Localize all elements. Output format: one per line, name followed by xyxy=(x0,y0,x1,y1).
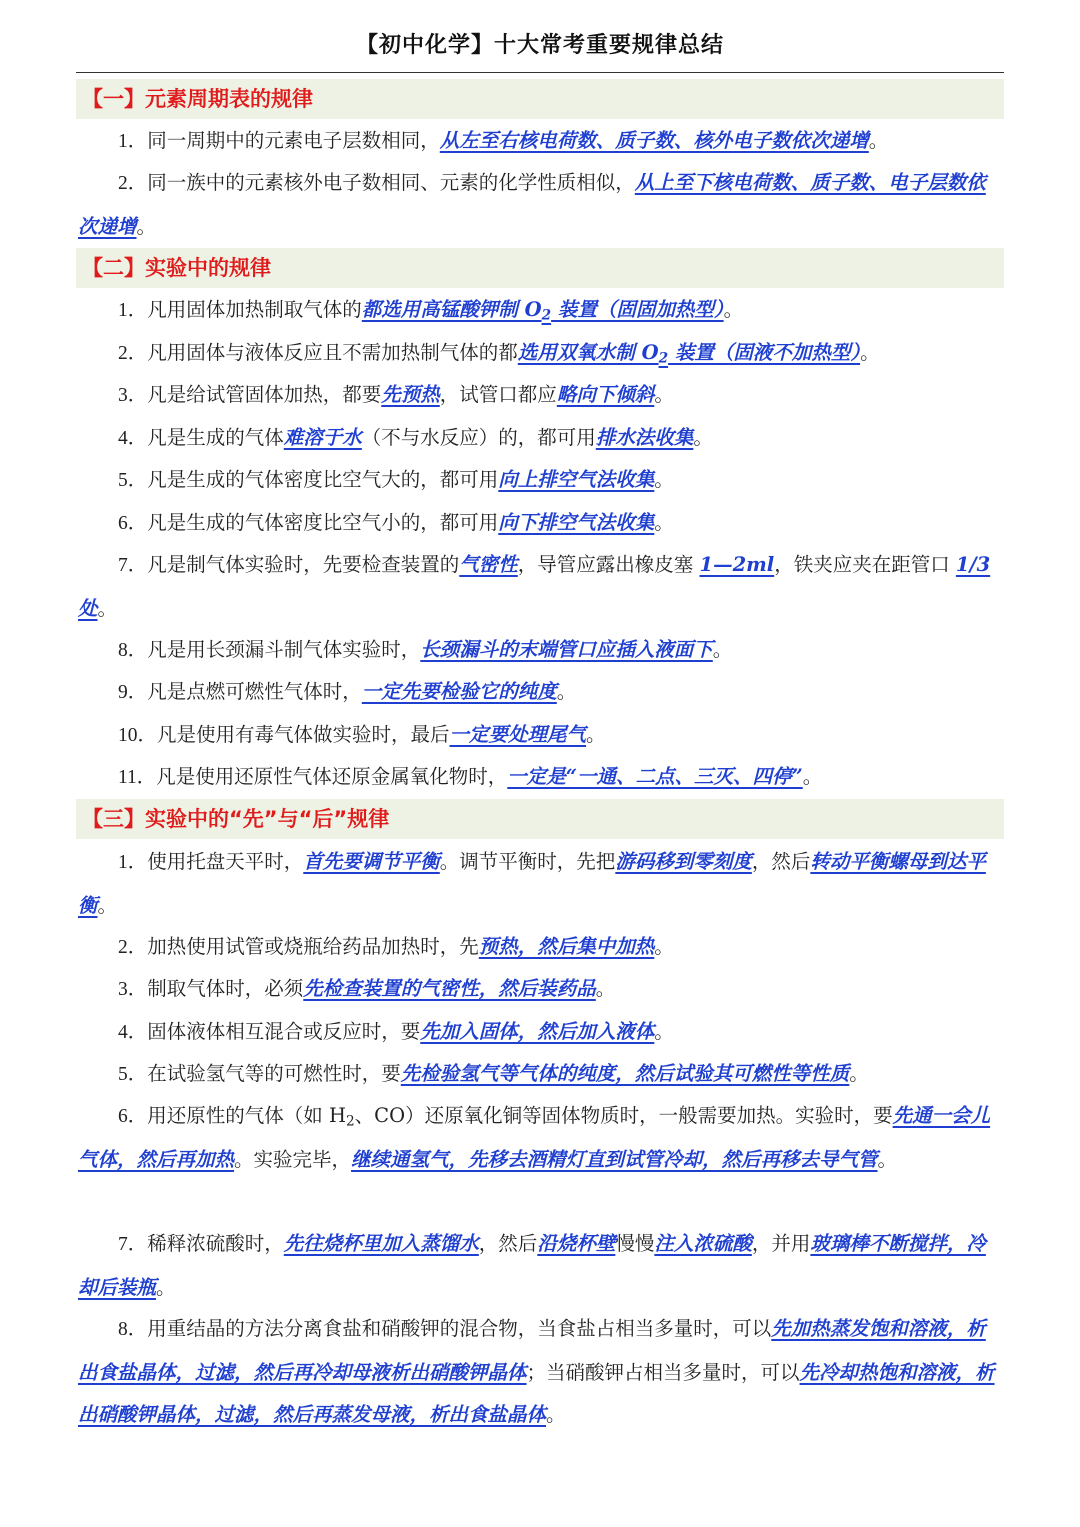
item-text: 2 xyxy=(345,1113,355,1130)
key-phrase: 选用双氧水制 O xyxy=(517,341,659,364)
key-phrase: 先加入固体，然后加入液体 xyxy=(420,1020,655,1043)
key-phrase: 装置（固固加热型） xyxy=(551,298,724,321)
item-text: ，试管口都应 xyxy=(439,383,557,406)
key-phrase: 先往烧杯里加入蒸馏水 xyxy=(283,1232,479,1255)
item-text: 凡是给试管固体加热，都要 xyxy=(147,383,382,406)
item-text: 用还原性的气体（如 H xyxy=(147,1104,346,1127)
list-item xyxy=(78,926,1004,970)
item-text: 凡是生成的气体密度比空气小的，都可用 xyxy=(147,511,499,534)
item-text: 。 xyxy=(849,1062,869,1085)
item-number: 8． xyxy=(118,1319,148,1340)
list-item xyxy=(78,1223,1004,1309)
section-header-text: 【三】实验中的“先”与“后”规律 xyxy=(82,807,390,831)
list-item xyxy=(78,629,1004,673)
item-text: 固体液体相互混合或反应时，要 xyxy=(147,1020,421,1043)
item-number: 11． xyxy=(118,767,157,788)
list-item xyxy=(78,841,1004,927)
item-text: 加热使用试管或烧瓶给药品加热时，先 xyxy=(147,935,479,958)
title-divider xyxy=(76,72,1004,73)
item-number: 5． xyxy=(118,470,148,491)
item-number: 8． xyxy=(118,640,148,661)
key-phrase: 长颈漏斗的末端管口应插入液面下 xyxy=(420,638,713,661)
key-phrase: 继续通氢气，先移去酒精灯直到试管冷却，然后再移去导气管 xyxy=(351,1147,878,1171)
key-phrase: 沿烧杯壁 xyxy=(537,1232,616,1255)
item-text: 。 xyxy=(712,638,733,661)
key-phrase: 先通一会儿气体，然后再加热 xyxy=(78,1104,991,1171)
item-text: ，然后 xyxy=(478,1232,538,1255)
key-phrase: 一定先要检验它的纯度 xyxy=(361,680,557,703)
key-phrase: 气密性 xyxy=(459,553,518,576)
item-number: 2． xyxy=(118,173,148,194)
list-item xyxy=(78,417,1004,461)
key-phrase: 1/3 处 xyxy=(78,553,991,620)
list-item xyxy=(78,671,1004,715)
key-phrase: 难溶于水 xyxy=(283,426,362,449)
item-number: 3． xyxy=(118,979,148,1000)
item-text: 。 xyxy=(860,341,880,364)
item-text: 。 xyxy=(654,383,674,406)
item-text: 同一周期中的元素电子层数相同， xyxy=(147,129,440,152)
list-item xyxy=(78,968,1004,1012)
key-phrase: 先预热 xyxy=(381,383,440,406)
list-item xyxy=(78,459,1004,503)
key-phrase: 排水法收集 xyxy=(595,426,694,449)
item-text: 。 xyxy=(156,1275,176,1299)
list-item xyxy=(78,162,1004,248)
list-item xyxy=(78,374,1004,418)
key-phrase: 注入浓硫酸 xyxy=(654,1232,752,1255)
key-phrase: 从左至右核电荷数、质子数、核外电子数依次递增 xyxy=(439,129,869,152)
key-phrase: 游码移到零刻度 xyxy=(615,850,752,873)
key-phrase: 装置（固液不加热型） xyxy=(668,341,861,364)
list-item xyxy=(78,1095,1004,1181)
item-text: 。实验完毕， xyxy=(234,1147,352,1171)
item-text: ，导管应露出橡皮塞 xyxy=(517,553,700,576)
item-text: 制取气体时，必须 xyxy=(147,977,304,1000)
item-text: 。调节平衡时，先把 xyxy=(439,850,616,873)
item-text: 凡是用长颈漏斗制气体实验时， xyxy=(147,638,421,661)
item-text: 凡是使用还原性气体还原金属氧化物时， xyxy=(156,765,508,788)
item-text: 凡是生成的气体密度比空气大的，都可用 xyxy=(147,468,499,491)
item-text: 同一族中的元素核外电子数相同、元素的化学性质相似， xyxy=(147,171,635,194)
list-item xyxy=(78,289,1004,333)
list-item xyxy=(78,1053,1004,1097)
item-text: 凡是制气体实验时，先要检查装置的 xyxy=(147,553,460,576)
item-text: ，铁夹应夹在距管口 xyxy=(774,553,956,576)
item-number: 3． xyxy=(118,385,148,406)
item-text: 凡是使用有毒气体做实验时，最后 xyxy=(157,723,450,746)
section-header-text: 【一】元素周期表的规律 xyxy=(82,87,313,111)
section-header-text: 【二】实验中的规律 xyxy=(82,256,271,280)
item-number: 5． xyxy=(118,1064,148,1085)
key-phrase: 首先要调节平衡 xyxy=(303,850,440,873)
item-text: 稀释浓硫酸时， xyxy=(147,1232,284,1255)
item-text: 。 xyxy=(97,893,118,917)
item-number: 2． xyxy=(118,343,148,364)
page-title: 【初中化学】十大常考重要规律总结 xyxy=(355,33,724,58)
item-text: 。 xyxy=(97,596,118,620)
item-text: 凡用固体与液体反应且不需加热制气体的都 xyxy=(147,341,518,364)
key-phrase: 向下排空气法收集 xyxy=(498,511,655,534)
key-phrase: 预热，然后集中加热 xyxy=(478,935,655,958)
item-number: 2． xyxy=(118,937,148,958)
section-header xyxy=(76,799,1004,839)
item-number: 6． xyxy=(118,1106,148,1127)
key-phrase: 先加热蒸发饱和溶液，析出食盐晶体，过滤，然后再冷却母液析出硝酸钾晶体 xyxy=(78,1317,986,1384)
item-text: 凡用固体加热制取气体的 xyxy=(147,298,362,321)
item-number: 9． xyxy=(118,682,148,703)
item-text: ；当硝酸钾占相当多量时，可以 xyxy=(526,1360,800,1384)
key-phrase: 先检验氢气等气体的纯度，然后试验其可燃性等性质 xyxy=(400,1062,850,1085)
list-item xyxy=(78,544,1004,630)
key-phrase: 2 xyxy=(658,350,669,367)
key-phrase: 先冷却热饱和溶液，析出硝酸钾晶体，过滤，然后再蒸发母液，析出食盐晶体 xyxy=(78,1360,995,1426)
item-number: 7． xyxy=(118,1234,148,1255)
key-phrase: 先检查装置的气密性，然后装药品 xyxy=(303,977,596,1000)
key-phrase: 2 xyxy=(541,307,552,324)
list-item xyxy=(78,332,1004,376)
item-text: 。 xyxy=(802,765,823,788)
key-phrase: 一定要处理尾气 xyxy=(449,723,587,746)
item-text: 。 xyxy=(723,298,744,321)
item-text: 。 xyxy=(868,129,889,152)
item-text: 。 xyxy=(654,1020,674,1043)
item-text: 。 xyxy=(877,1147,898,1171)
item-number: 10． xyxy=(118,725,158,746)
item-text: 凡是生成的气体 xyxy=(147,426,284,449)
item-number: 6． xyxy=(118,513,148,534)
item-text: 、CO）还原氧化铜等固体物质时，一般需要加热。实验时，要 xyxy=(354,1104,893,1127)
item-number: 1． xyxy=(118,852,148,873)
item-text: 慢慢 xyxy=(615,1232,655,1255)
key-phrase: 转动平衡螺母到达平衡 xyxy=(78,850,986,917)
list-item xyxy=(78,502,1004,546)
list-item xyxy=(78,714,1004,758)
item-text: 。 xyxy=(586,723,606,746)
item-text: ，然后 xyxy=(751,850,811,873)
item-text: 。 xyxy=(654,511,674,534)
item-number: 7． xyxy=(118,555,148,576)
item-text: 。 xyxy=(136,214,157,238)
item-text: 。 xyxy=(556,680,577,703)
item-text: 。 xyxy=(546,1403,566,1426)
section-header xyxy=(76,79,1004,119)
key-phrase: 玻璃棒不断搅拌，冷却后装瓶 xyxy=(78,1232,986,1299)
key-phrase: 1—2ml xyxy=(699,553,775,576)
list-item xyxy=(78,1308,1004,1437)
key-phrase: 一定是“一通、二点、三灭、四停” xyxy=(507,765,803,788)
item-text: （不与水反应）的，都可用 xyxy=(361,426,596,449)
key-phrase: 向上排空气法收集 xyxy=(498,468,655,491)
item-text: 。 xyxy=(693,426,713,449)
section-header xyxy=(76,248,1004,288)
item-number: 1． xyxy=(118,300,148,321)
item-text: 。 xyxy=(654,468,674,491)
key-phrase: 略向下倾斜 xyxy=(556,383,655,406)
item-text: 使用托盘天平时， xyxy=(147,850,304,873)
item-number: 4． xyxy=(118,1022,148,1043)
item-text: 用重结晶的方法分离食盐和硝酸钾的混合物，当食盐占相当多量时，可以 xyxy=(147,1317,772,1340)
item-text: 在试验氢气等的可燃性时，要 xyxy=(147,1062,401,1085)
item-text: 。 xyxy=(595,977,616,1000)
item-number: 1． xyxy=(118,131,148,152)
key-phrase: 从上至下核电荷数、质子数、电子层数依次递增 xyxy=(78,171,986,238)
list-item xyxy=(78,756,1004,800)
item-text: 凡是点燃可燃性气体时， xyxy=(147,680,362,703)
key-phrase: 都选用高锰酸钾制 O xyxy=(361,298,542,321)
item-text: 。 xyxy=(654,935,674,958)
item-number: 4． xyxy=(118,428,148,449)
item-text: ，并用 xyxy=(751,1232,811,1255)
list-item xyxy=(78,120,1004,164)
list-item xyxy=(78,1011,1004,1055)
